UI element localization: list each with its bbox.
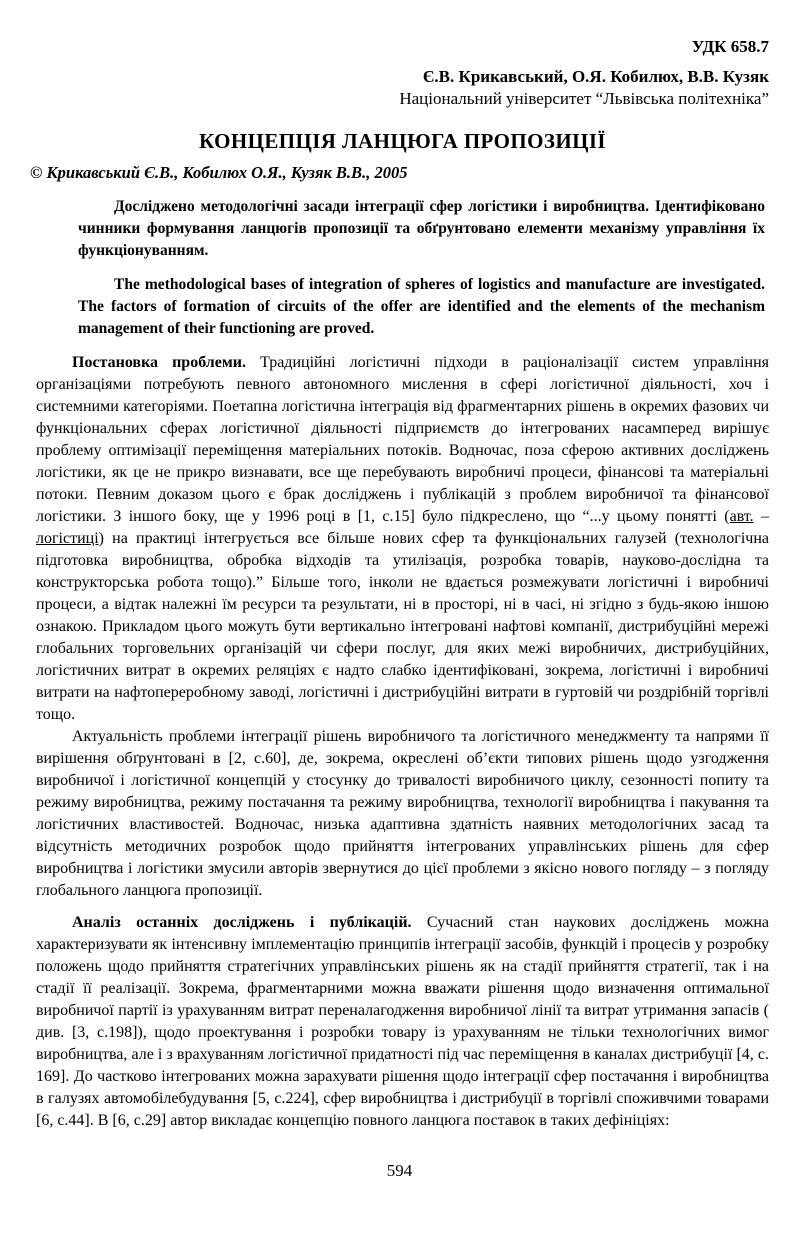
paragraph-relevance: Актуальність проблеми інтеграції рішень виробничого та логістичного менеджменту та напрями її вирішення обґрунтовані в [2, с.60], де, зокрема, окреслені об’єкти типових рішень щодо узгодження виробничої і логістичної концепцій у стосунку до тривалості виробничого циклу, сезонності попиту та режиму виробництва, режиму постачання та режиму виробництва, технології виробництва і пакування та логістичних властивостей. Водночас, низька адаптивна здатність наявних методологічних засад та відсутність методичних розробок щодо прийняття інтегрованих управлінських рішень для сфер виробництва і логістики змусили авторів звернутися до цієї проблеми з якісно нового погляду – з погляду глобального ланцюга пропозиції. xyxy=(36,728,769,899)
section-heading-problem-statement: Постановка проблеми. xyxy=(72,354,246,371)
copyright-line: © Крикавський Є.В., Кобилюх О.Я., Кузяк В.В., 2005 xyxy=(30,163,408,182)
paragraph-text-analysis: Сучасний стан наукових досліджень можна характеризувати як інтенсивну імплементацію принципів інтеграції засобів, функцій і процесів у розробку положень щодо прийняття стратегічних управлінських рішень як на стадії прийняття стратегії, так і на стадії її реалізації. Зокрема, фрагментарними можна вважати рішення щодо визначення оптимальної виробничої партії із урахуванням витрат переналагодження виробничої лінії та витрат утримання запасів ( див. [3, с.198]), щодо проектування і розробки товару із урахуванням не тільки технологічних вимог виробництва, але і з врахуванням логістичної придатності під час переміщення в каналах дистрибуції [4, с. 169]. До частково інтегрованих можна зарахувати рішення щодо інтеграції сфер постачання і виробництва в галузях автомобілебудування [5, с.224], сфер виробництва і дистрибуції в торгівлі споживчими товарами [6, с.44]. В [6, с.29] автор викладає концепцію повного ланцюга поставок в таких дефініціях: xyxy=(36,914,769,1129)
paragraph-analysis xyxy=(36,912,769,1132)
page-number: 594 xyxy=(386,1161,413,1180)
affiliation-line: Національний університет “Львівська політехніка” xyxy=(399,89,769,108)
abstract-ukrainian: Досліджено методологічні засади інтеграції сфер логістики і виробництва. Ідентифіковано чинники формування ланцюгів пропозиції та обґрунтовано елементи механізму управління їх функціонуванням. xyxy=(78,198,765,259)
authors-line: Є.В. Крикавський, О.Я. Кобилюх, В.В. Кузяк xyxy=(422,67,769,86)
paragraph-text-after-underline: ) на практиці інтегрується все більше нових сфер та функціональних галузей (технологічна підготовка виробництва, обробка відходів та утилізація, розробка товарів, науково-дослідна та конструкторська робота тощо).” Більше того, інколи не вдається розмежувати логістичні і виробничі процеси, а відтак належні їм ресурси та результати, ні в просторі, ні в часі, ні згідно з будь-якою іншою ознакою. Прикладом цього можуть бути вертикально інтегровані нафтові компанії, дистрибуційні мережі глобальних торговельних організацій чи сфери послуг, для яких межі виробничих, дистрибуційних, логістичних витрат в окремих реляціях є надто слабко ідентифіковані, зокрема, логістичні і виробничі витрати на нафтопереробному заводі, логістичні і дистрибуційні витрати в гуртовій чи роздрібній торгівлі тощо. xyxy=(36,530,769,723)
page-title: КОНЦЕПЦІЯ ЛАНЦЮГА ПРОПОЗИЦІЇ xyxy=(199,129,606,153)
underlined-term-avt: авт. xyxy=(729,508,754,525)
udc-label: УДК 658.7 xyxy=(691,37,769,56)
paragraph-text-dash: – xyxy=(753,508,770,525)
abstract-english: The methodological bases of integration of spheres of logistics and manufacture are investigated. The factors of formation of circuits of the offer are identified and the elements of the mechanism management of their functioning are proved. xyxy=(78,276,765,337)
underlined-term-logistics: логістиці xyxy=(36,530,99,547)
paragraph-problem-statement xyxy=(36,352,769,726)
paragraph-text-before-underline: Традиційні логістичні підходи в раціоналізації систем управління організаціями потребують певного автономного мислення в сфері логістичної діяльності, хоч і системними категоріями. Поетапна логістична інтеграція від фрагментарних рішень в окремих фазових чи функціональних сферах логістичної діяльності підприємств до інтегрованих насамперед вирішує проблему оптимізації переміщення матеріальних потоків. Водночас, поза сферою активних досліджень логістики, як це не прикро визнавати, все ще перебувають виробничі процеси, фінансові та матеріальні потоки. Певним доказом цього є брак досліджень і публікацій з проблем виробничої та фінансової логістики. З іншого боку, ще у 1996 році в [1, с.15] було підкреслено, що “...у цьому понятті ( xyxy=(36,354,769,525)
section-heading-analysis: Аналіз останніх досліджень і публікацій. xyxy=(72,914,412,931)
